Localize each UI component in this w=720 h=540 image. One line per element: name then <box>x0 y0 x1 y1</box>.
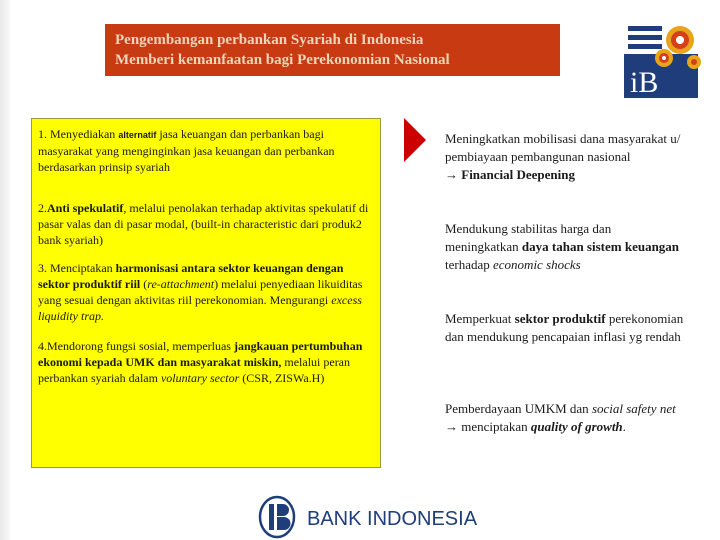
arrow-right-icon <box>404 118 426 162</box>
contributions-box <box>31 118 381 468</box>
benefit-3: Memperkuat sektor produktif perekonomian dan mendukung pencapaian inflasi yg rendah <box>445 311 684 344</box>
logo-bar-1 <box>628 26 662 31</box>
contribution-3: 3. Menciptakan harmonisasi antara sektor keuangan dengan sektor produktif riil (re-attachment) melalui penyediaan likuiditas yang sesuai dengan aktivitas riil perekonomian. Mengurangi excess liquidity trap. <box>38 261 363 323</box>
benefit-1: Meningkatkan mobilisasi dana masyarakat u/ pembiayaan pembangunan nasional → Financial Deepening <box>445 131 681 182</box>
logo-bar-3 <box>628 44 662 49</box>
logo-text: iB <box>630 66 659 99</box>
benefit-2: Mendukung stabilitas harga dan meningkatkan daya tahan sistem keuangan terhadap economic shocks <box>445 221 680 272</box>
logo-bar-2 <box>628 35 662 40</box>
bank-indonesia-logo <box>257 494 492 540</box>
benefit-4: Pemberdayaan UMKM dan social safety net → menciptakan quality of growth. <box>445 401 676 434</box>
page-title <box>105 24 560 76</box>
left-stripe <box>0 0 10 540</box>
contribution-1: 1. Menyediakan alternatif jasa keuangan dan perbankan bagi masyarakat yang menginginkan jasa keuangan dan perbankan berdasarkan prinsip syariah <box>38 127 335 174</box>
title-line-2: Memberi kemanfaatan bagi Perekonomian Nasional <box>115 52 450 68</box>
bank-indonesia-emblem-icon <box>260 497 294 537</box>
bank-indonesia-text: BANK INDONESIA <box>307 508 478 530</box>
contribution-4: 4.Mendorong fungsi sosial, memperluas jangkauan pertumbuhan ekonomi kepada UMK dan masyarakat miskin, melalui peran perbankan syariah dalam voluntary sector (CSR, ZISWa.H) <box>38 339 363 385</box>
ib-logo <box>622 18 702 100</box>
title-line-1: Pengembangan perbankan Syariah di Indonesia <box>115 32 424 48</box>
contribution-2: 2.Anti spekulatif, melalui penolakan terhadap aktivitas spekulatif di pasar valas dan di pasar modal, (built-in characteristic dari produk2 bank syariah) <box>38 201 369 247</box>
